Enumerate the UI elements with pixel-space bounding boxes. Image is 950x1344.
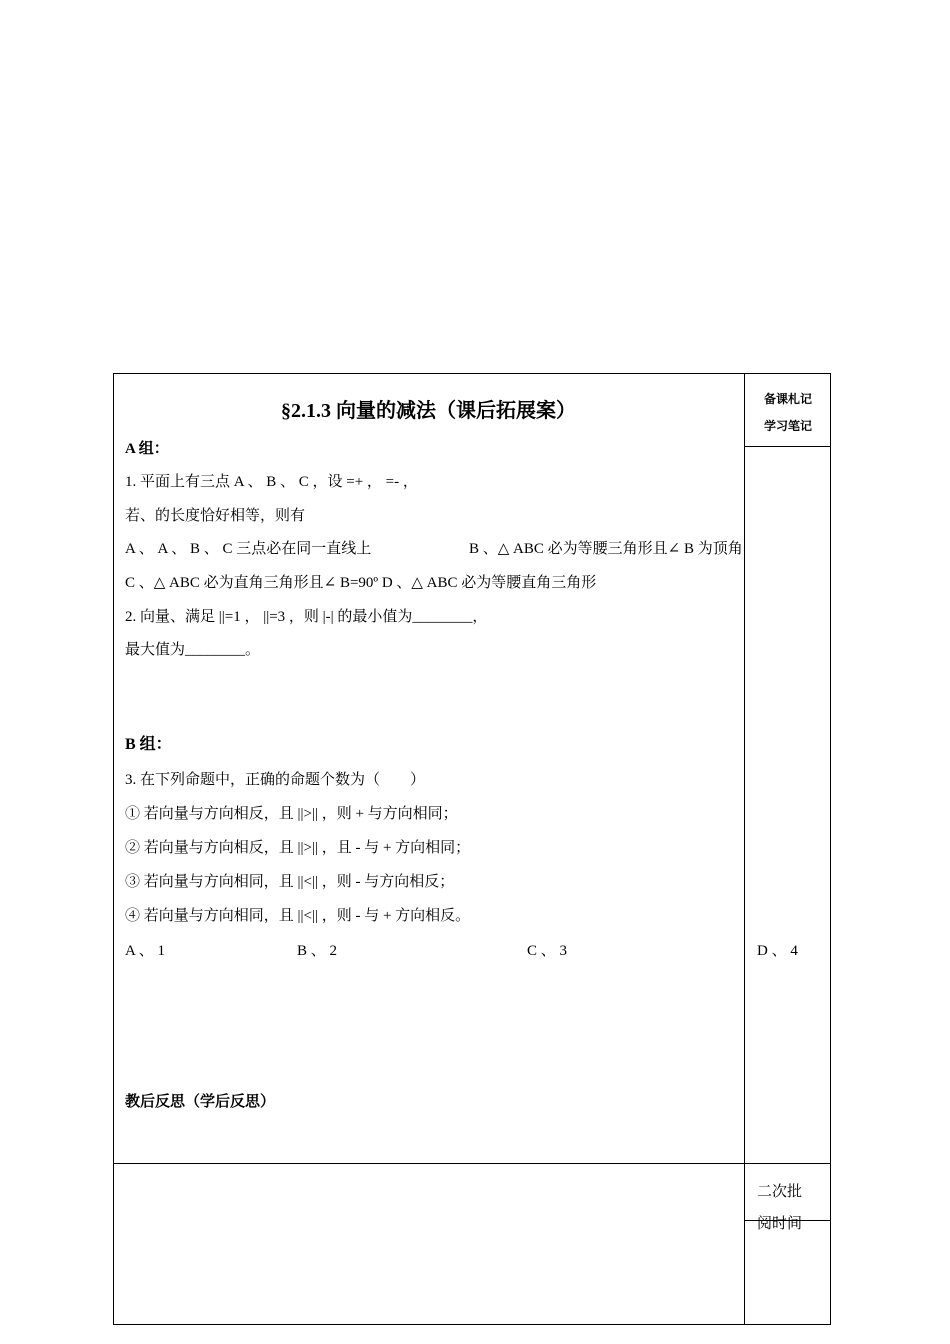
sidebar-divider bbox=[744, 373, 745, 1325]
question-2-stem: 2. 向量、满足 ||=1 ， ||=3 ，则 |-| 的最小值为________， bbox=[125, 609, 488, 625]
question-3-statement-3: ③ 若向量与方向相同，且 ||<|| ，则 - 与方向相反； bbox=[125, 874, 455, 890]
page-title: §2.1.3 向量的减法（课后拓展案） bbox=[281, 400, 576, 422]
group-a-heading: A 组： bbox=[125, 441, 169, 457]
question-3-stem: 3. 在下列命题中，正确的命题个数为（ ） bbox=[125, 772, 426, 788]
question-1-option-b: B 、△ ABC 必为等腰三角形且∠ B 为顶角 bbox=[469, 541, 743, 557]
question-3-option-c: C 、 3 bbox=[527, 943, 568, 959]
question-3-statement-4: ④ 若向量与方向相同，且 ||<|| ，则 - 与 + 方向相反。 bbox=[125, 908, 471, 924]
reflection-heading: 教后反思（学后反思） bbox=[125, 1094, 276, 1110]
review-time-label-1: 二次批 bbox=[757, 1184, 803, 1200]
question-1-condition: 若、的长度恰好相等，则有 bbox=[125, 508, 306, 524]
question-3-option-a: A 、 1 bbox=[125, 943, 166, 959]
question-1-option-a: A 、 A 、 B 、 C 三点必在同一直线上 bbox=[125, 541, 372, 557]
question-3-statement-1: ① 若向量与方向相反，且 ||>|| ，则 + 与方向相同； bbox=[125, 806, 458, 822]
sidebar-header-rule bbox=[745, 446, 831, 447]
question-3-option-b: B 、 2 bbox=[297, 943, 338, 959]
table-row-divider bbox=[113, 1163, 831, 1164]
question-3-statement-2: ② 若向量与方向相反，且 ||>|| ，且 - 与 + 方向相同； bbox=[125, 840, 471, 856]
group-b-heading: B 组： bbox=[125, 736, 172, 753]
question-2-max: 最大值为________。 bbox=[125, 642, 261, 658]
sidebar-header-study: 学习笔记 bbox=[763, 419, 812, 433]
question-3-option-d: D 、 4 bbox=[757, 943, 798, 959]
question-1-option-c-d: C 、△ ABC 必为直角三角形且∠ B=90º D 、△ ABC 必为等腰直角三角形 bbox=[125, 575, 597, 591]
question-1-stem: 1. 平面上有三点 A 、 B 、 C ，设 =+ ， =- ， bbox=[125, 474, 418, 490]
review-time-label-2: 阅时间 bbox=[757, 1216, 803, 1232]
sidebar-header-notes: 备课札记 bbox=[763, 392, 812, 406]
